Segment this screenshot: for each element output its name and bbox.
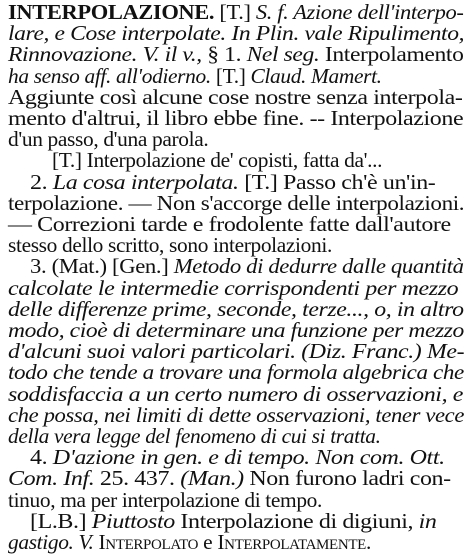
entry-line bbox=[8, 402, 465, 427]
entry-line bbox=[8, 381, 464, 406]
entry-line bbox=[8, 296, 464, 321]
entry-line bbox=[8, 2, 464, 23]
entry-text-run: gastigo. V. bbox=[8, 530, 99, 554]
entry-text-run: [T.] Interpolazione de' copisti, fatta da'... bbox=[52, 148, 383, 173]
entry-text-run: terpolazione. — Non s'accorge delle interpolazioni. bbox=[8, 190, 465, 215]
entry-text-run: calcolate le intermedie corrispondenti per mezzo bbox=[8, 275, 459, 300]
entry-text-run: Non furono ladri con- bbox=[249, 466, 451, 491]
entry-text-run: mento d'altrui, il libro ebbe fine. -- Interpolazione bbox=[8, 106, 464, 130]
entry-line bbox=[8, 63, 382, 88]
entry-line bbox=[8, 44, 463, 65]
entry-text-run: D'azione in gen. e di tempo. Non com. Ott. bbox=[52, 445, 445, 470]
entry-text-run: Interpolamento bbox=[324, 42, 464, 67]
entry-text-run: Metodo di dedurre dalle quantità bbox=[173, 254, 464, 279]
entry-text-run: 2. bbox=[30, 169, 53, 194]
entry-text-run: 3. (Mat.) [Gen.] bbox=[30, 254, 174, 279]
entry-text-run: [T.] bbox=[214, 0, 256, 24]
headword: INTERPOLAZIONE. bbox=[8, 0, 215, 24]
entry-text-run: La cosa interpolata. bbox=[52, 169, 245, 194]
entry-text-run: Interpolazione di digiuni, bbox=[180, 508, 419, 533]
entry-line bbox=[8, 129, 208, 150]
entry-text-run: Interpolato bbox=[98, 530, 199, 554]
entry-line bbox=[52, 150, 382, 171]
entry-line bbox=[30, 256, 464, 277]
entry-line bbox=[8, 320, 464, 341]
entry-line bbox=[30, 169, 436, 194]
entry-text-run: [T.] bbox=[215, 63, 251, 88]
entry-line bbox=[8, 532, 371, 553]
entry-text-run: Interpolatamente bbox=[217, 530, 366, 554]
entry-text-run: Claud. Mamert. bbox=[250, 63, 382, 88]
entry-text-run: [L.B.] bbox=[30, 508, 92, 533]
entry-text-run: todo che tende a trovare una formola algebrica che bbox=[8, 360, 464, 385]
entry-text-run: [T.] Passo ch'è un'in- bbox=[244, 169, 436, 194]
entry-line bbox=[8, 426, 381, 447]
entry-line bbox=[8, 108, 463, 129]
entry-line bbox=[8, 84, 463, 109]
entry-text-run: e bbox=[198, 530, 218, 554]
entry-line bbox=[8, 341, 464, 362]
entry-text-run: in bbox=[418, 508, 437, 533]
entry-line bbox=[8, 214, 451, 235]
entry-text-run: tinuo, ma per interpolazione di tempo. bbox=[8, 487, 323, 512]
entry-text-run: d'un passo, d'una parola. bbox=[8, 127, 209, 152]
entry-line bbox=[8, 23, 464, 44]
entry-text-run: ha senso aff. all'odierno. bbox=[8, 63, 216, 88]
entry-text-run: (Man.) bbox=[180, 466, 250, 491]
entry-text-run: d'alcuni suoi valori particolari. (Diz. Franc.) Me- bbox=[8, 339, 465, 364]
entry-line bbox=[8, 235, 332, 256]
entry-line bbox=[8, 190, 465, 215]
entry-text-run: stesso dello scritto, sono interpolazioni. bbox=[8, 233, 332, 258]
entry-text-run: della vera legge del fenomeno di cui si tratta. bbox=[8, 424, 381, 448]
entry-text-run: S. f. Azione dell'interpo- bbox=[255, 0, 464, 24]
entry-text-run: . bbox=[365, 530, 371, 554]
entry-text-run: modo, cioè di determinare una funzione per mezzo bbox=[8, 318, 464, 342]
entry-text-run: 4. bbox=[30, 445, 53, 470]
entry-text-run: Com. Inf. bbox=[8, 466, 100, 491]
entry-text-run: che possa, nei limiti di dette osservazioni, tener vece bbox=[8, 402, 465, 427]
entry-text-run: Nel seg. bbox=[246, 42, 325, 67]
entry-text-run: soddisfaccia a un certo numero di osservazioni, e bbox=[8, 381, 464, 406]
entry-text-run: lare, e Cose interpolate. In Plin. vale Ripulimento, bbox=[8, 21, 465, 46]
entry-line bbox=[30, 508, 437, 533]
entry-text-run: § 1. bbox=[207, 42, 247, 67]
entry-line bbox=[8, 487, 323, 512]
entry-line bbox=[8, 275, 459, 300]
entry-text-run: 25. 437. bbox=[99, 466, 181, 491]
entry-text-run: Aggiunte così alcune cose nostre senza interpola- bbox=[8, 84, 463, 109]
entry-line bbox=[30, 447, 445, 468]
entry-text-run: — Correzioni tarde e frodolente fatte dall'autore bbox=[8, 212, 451, 236]
entry-text-run: Piuttosto bbox=[91, 508, 181, 533]
entry-text-run: Rinnovazione. V. il v., bbox=[8, 42, 208, 67]
entry-line bbox=[8, 362, 464, 383]
entry-line bbox=[8, 468, 451, 489]
entry-text-run: delle differenze prime, seconde, terze..., o, in altro bbox=[8, 296, 464, 321]
